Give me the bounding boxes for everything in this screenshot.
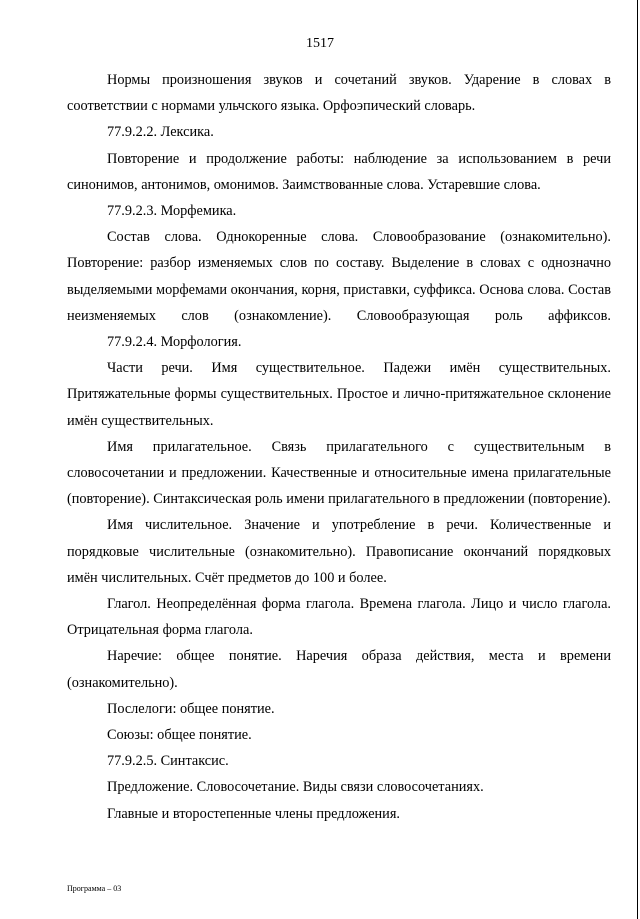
- page-number: 1517: [306, 36, 334, 51]
- document-body: [67, 67, 611, 827]
- paragraph-sentence-members: Главные и второстепенные члены предложения.: [107, 805, 400, 822]
- paragraph-morphemics: Состав слова. Однокоренные слова. Словообразование (ознакомительно). Повторение: разбор изменяемых слов по составу. Выделение в словах с однозначно выделяемыми морфемами окончания, корня, приставки, суффикса. Основа слова. Состав неизменяемых слов (ознакомление). Словообразующая роль аффиксов.: [67, 229, 611, 324]
- paragraph-adjective: Имя прилагательное. Связь прилагательного с существительным в словосочетании и предложении. Качественные и относительные имена прилагательные (повторение). Синтаксическая роль имени прилагательного в предложении (повторение).: [67, 438, 611, 508]
- paragraph-verb: Глагол. Неопределённая форма глагола. Времена глагола. Лицо и число глагола. Отрицательная форма глагола.: [67, 596, 611, 639]
- page-border: [637, 0, 638, 919]
- heading-morphology: 77.9.2.4. Морфология.: [107, 334, 242, 351]
- paragraph-numeral: Имя числительное. Значение и употребление в речи. Количественные и порядковые числительные (ознакомительно). Правописание окончаний порядковых имён числительных. Счёт предметов до 100 и более.: [67, 517, 611, 586]
- paragraph-postpositions: Послелоги: общее понятие.: [107, 700, 275, 717]
- paragraph-lexicon: Повторение и продолжение работы: наблюдение за использованием в речи синонимов, антонимов, омонимов. Заимствованные слова. Устаревшие слова.: [67, 150, 611, 193]
- heading-morphemics: 77.9.2.3. Морфемика.: [107, 203, 237, 220]
- paragraph-noun: Части речи. Имя существительное. Падежи имён существительных. Притяжательные формы существительных. Простое и лично-притяжательное склонение имён существительных.: [67, 360, 611, 429]
- footer-label: Программа – 03: [67, 884, 122, 893]
- paragraph-sentence: Предложение. Словосочетание. Виды связи словосочетаниях.: [107, 779, 484, 796]
- paragraph-conjunctions: Союзы: общее понятие.: [107, 727, 252, 744]
- heading-syntax: 77.9.2.5. Синтаксис.: [107, 753, 229, 770]
- paragraph-orthoepy: Нормы произношения звуков и сочетаний звуков. Ударение в словах в соответствии с нормами ульчского языка. Орфоэпический словарь.: [67, 72, 611, 115]
- paragraph-adverb: Наречие: общее понятие. Наречия образа действия, места и времени (ознакомительно).: [67, 648, 611, 691]
- heading-lexicon: 77.9.2.2. Лексика.: [107, 124, 214, 141]
